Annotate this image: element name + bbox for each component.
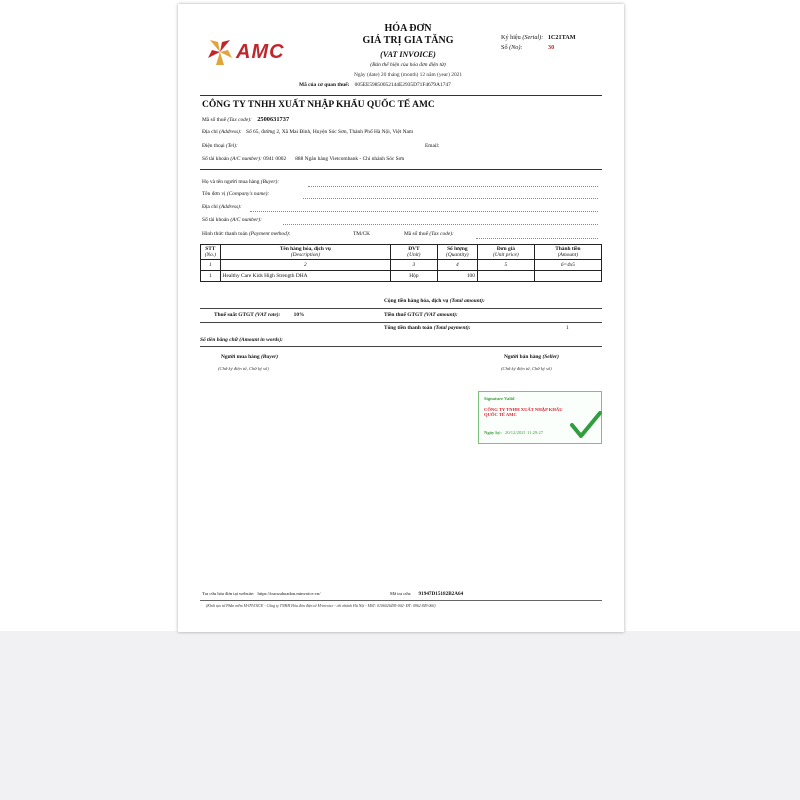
items-table [200, 244, 602, 282]
footer-lookup-label: Tra cứu hóa đơn tại website: [202, 591, 255, 596]
seller-account-label: Số tài khoản [202, 156, 229, 162]
seller-account-label-en: (A/C number): [230, 156, 262, 162]
company-logo [202, 32, 302, 72]
invoice-date: Ngày (date) 20 tháng (month) 12 năm (year) 2021 [353, 72, 463, 78]
vat-rate-value: 10% [293, 312, 305, 318]
footer-lookup-line [202, 591, 321, 596]
vat-amount-label: Tiền thuế GTGT [384, 312, 423, 318]
buyer-tax-label: Mã số thuế [404, 231, 428, 237]
index-cell: 4 [437, 260, 477, 271]
number-label: Số [501, 44, 508, 51]
invoice-title: HÓA ĐƠN [384, 23, 432, 34]
signature-valid-box [478, 391, 602, 444]
signature-valid-company [484, 407, 563, 417]
number-value: 30 [548, 44, 555, 51]
buyer-address-line [202, 204, 242, 210]
seller-tax-label: Mã số thuế [202, 117, 226, 123]
vat-rate-line [214, 312, 304, 318]
subtotal-line [384, 298, 485, 304]
buyer-name-fill [308, 186, 598, 187]
page-lower-area [0, 631, 800, 800]
buyer-signature-title [221, 354, 278, 360]
buyer-account-label: Số tài khoản [202, 217, 229, 223]
col-header-unit: ĐVT (Unit) [391, 245, 438, 260]
footer-credit: (Khởi tạo từ Phần mềm M-INVOICE - Công ty TNHH Hóa đơn điện tử M-invoice - chi nhánh Hà Nội - MST: 0106026495-002- ĐT: 0962 849 066) [206, 604, 436, 608]
signature-valid-company-line2: QUỐC TẾ AMC [484, 412, 517, 417]
buyer-name-label: Họ và tên người mua hàng [202, 179, 260, 185]
seller-address-label: Địa chỉ [202, 129, 218, 135]
total-payment-label-en: (Total payment): [433, 325, 471, 331]
col-header-quantity: Số lượng (Quantity) [437, 245, 477, 260]
footer-code-label: Mã tra cứu: [390, 591, 412, 596]
total-payment-value: 1 [566, 325, 569, 331]
amount-in-words-label-en: (Amount in words): [239, 337, 283, 343]
vat-amount-label-en: (VAT amount): [424, 312, 458, 318]
seller-address-line [202, 129, 413, 135]
amount-in-words-label: Số tiền bằng chữ [200, 337, 238, 343]
buyer-company-line [202, 191, 269, 197]
seller-phone-line [202, 143, 238, 149]
subtotal-label: Cộng tiền hàng hóa, dịch vụ [384, 298, 449, 304]
payment-line [202, 231, 290, 237]
footer-lookup-url[interactable]: https://tracuuhoadon.minvoice.vn/ [257, 591, 321, 596]
col-header-amount: Thành tiền (Amount) [534, 245, 601, 260]
invoice-sheet [178, 4, 624, 632]
seller-email-label: Email: [425, 143, 440, 149]
seller-tax-line [202, 116, 289, 123]
buyer-signature-label: Người mua hàng [221, 354, 260, 360]
row-stt: 1 [201, 271, 221, 282]
seller-phone-label: Điện thoại [202, 143, 225, 149]
index-cell: 6=4x5 [534, 260, 601, 271]
serial-label: Ký hiệu [501, 34, 521, 41]
table-index-row [201, 260, 602, 271]
buyer-account-label-en: (A/C number): [230, 217, 262, 223]
index-cell: 5 [477, 260, 534, 271]
buyer-company-label: Tên đơn vị [202, 191, 226, 197]
tax-authority-label: Mã của cơ quan thuế: [299, 82, 350, 88]
seller-tax-value: 2500631737 [257, 116, 290, 123]
footer-code-line [390, 591, 463, 597]
seller-account-bank: 888 Ngân hàng Vietcombank - Chi nhánh Sóc Sơn [295, 156, 405, 162]
number-label-en: (No): [509, 44, 523, 51]
vat-amount-line [384, 312, 458, 318]
totals-divider-2 [200, 322, 602, 323]
seller-signature-label: Người bán hàng [504, 354, 542, 360]
total-payment-label: Tổng tiền thanh toán [384, 325, 433, 331]
buyer-signature-sub: (Chữ ký điện tử, Chữ ký số) [218, 366, 269, 371]
index-cell: 2 [220, 260, 391, 271]
seller-address-value: Số 65, đường 2, Xã Mai Đình, Huyện Sóc Sơn, Thành Phố Hà Nội, Việt Nam [246, 129, 414, 135]
totals-divider-3 [200, 346, 602, 347]
tax-authority-line [299, 82, 451, 88]
seller-name: CÔNG TY TNHH XUẤT NHẬP KHẨU QUỐC TẾ AMC [202, 100, 435, 110]
signature-valid-date-value: 20/12/2021 11:29:27 [504, 430, 544, 435]
footer-divider [200, 600, 602, 601]
seller-tax-label-en: (Tax code): [227, 117, 252, 123]
signature-valid-date-line [484, 430, 543, 435]
row-unit-price [477, 271, 534, 282]
buyer-account-fill [283, 224, 598, 225]
totals-divider [200, 308, 602, 309]
row-description: Healthy Care Kids High Strength DHA [220, 271, 391, 282]
serial-label-en: (Serial): [522, 34, 544, 41]
index-cell: 3 [391, 260, 438, 271]
buyer-tax-label-en: (Tax code): [429, 231, 454, 237]
row-quantity: 100 [437, 271, 477, 282]
buyer-company-label-en: (Company's name): [226, 191, 270, 197]
buyer-name-label-en: (Buyer): [260, 179, 280, 185]
checkmark-icon [569, 410, 603, 440]
invoice-note: (Bản thể hiện của hóa đơn điện tử) [370, 62, 446, 68]
amount-in-words-line [200, 337, 283, 343]
index-cell: 1 [201, 260, 221, 271]
invoice-subtitle: (VAT INVOICE) [380, 50, 436, 59]
serial-line [501, 34, 576, 41]
row-unit: Hộp [391, 271, 438, 282]
buyer-name-line [202, 179, 279, 185]
col-header-stt: STT (No.) [201, 245, 221, 260]
payment-label-en: (Payment method): [248, 231, 291, 237]
seller-signature-title [504, 354, 559, 360]
vat-rate-label: Thuế suất GTGT [214, 312, 254, 318]
buyer-account-line [202, 217, 262, 223]
buyer-company-fill [303, 198, 598, 199]
payment-value: TM/CK [353, 231, 371, 237]
header-divider [200, 95, 602, 96]
seller-address-label-en: (Address): [219, 129, 242, 135]
buyer-signature-label-en: (Buyer) [260, 354, 279, 360]
seller-divider [200, 169, 602, 170]
table-header-row [201, 245, 602, 260]
signature-valid-company-line1: CÔNG TY TNHH XUẤT NHẬP KHẨU [484, 407, 563, 412]
logo-text: AMC [236, 41, 285, 63]
seller-account-line [202, 156, 404, 162]
col-header-unit-price: Đơn giá (Unit price) [477, 245, 534, 260]
signature-valid-date-label: Ngày ký: [484, 430, 502, 435]
buyer-tax-line [404, 231, 454, 237]
buyer-address-fill [250, 211, 598, 212]
buyer-address-label-en: (Address): [219, 204, 242, 210]
seller-account-value: 0941 0002 [263, 156, 287, 162]
buyer-tax-fill [476, 238, 598, 239]
table-row [201, 271, 602, 282]
vat-rate-label-en: (VAT rate): [255, 312, 281, 318]
footer-code-value: 91947D15182B2A64 [418, 591, 464, 597]
serial-value: 1C21TAM [547, 34, 576, 41]
seller-phone-label-en: (Tel): [225, 143, 238, 149]
invoice-title-line2: GIÁ TRỊ GIA TĂNG [362, 35, 454, 46]
total-payment-line [384, 325, 471, 331]
row-amount [534, 271, 601, 282]
seller-signature-sub: (Chữ ký điện tử, Chữ ký số) [501, 366, 552, 371]
signature-valid-title: Signature Valid [484, 396, 515, 401]
seller-signature-label-en: (Seller) [542, 354, 559, 360]
subtotal-label-en: (Total amount): [449, 298, 485, 304]
number-line [501, 44, 554, 51]
tax-authority-code: 005EE59850052144E2935D71F4679A1747 [354, 82, 451, 88]
col-header-description: Tên hàng hóa, dịch vụ (Description) [220, 245, 391, 260]
payment-label: Hình thức thanh toán [202, 231, 248, 237]
buyer-address-label: Địa chỉ [202, 204, 218, 210]
